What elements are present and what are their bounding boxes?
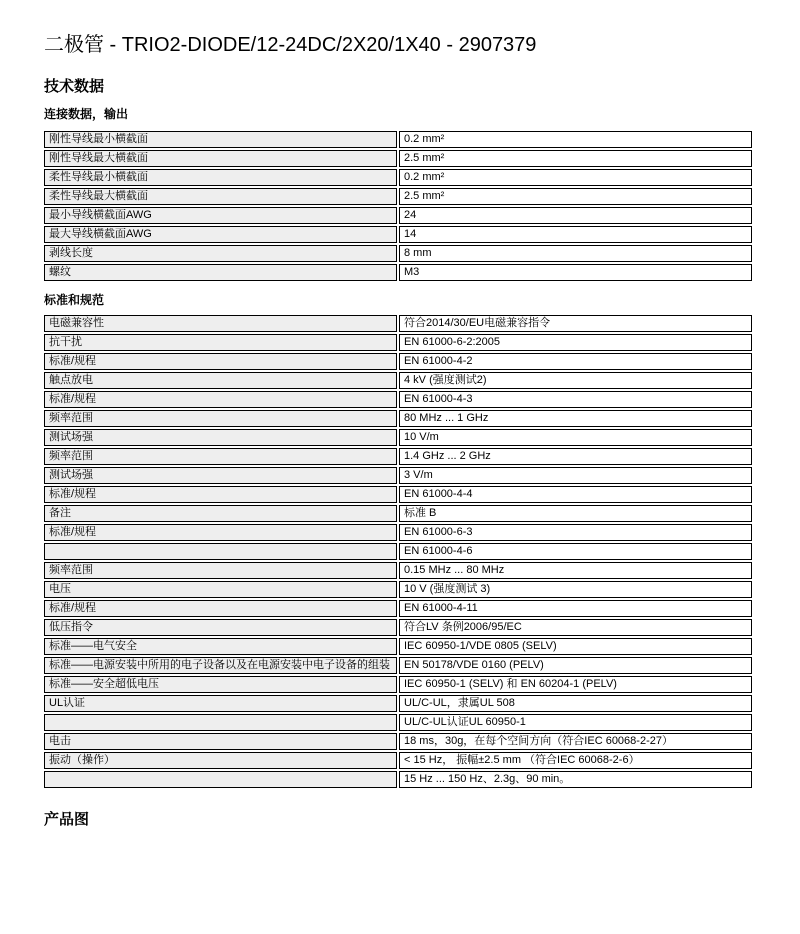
- spec-value-cell: EN 61000-4-11: [399, 600, 752, 617]
- spec-label-cell: 剥线长度: [44, 245, 397, 262]
- table-row: [44, 733, 752, 750]
- spec-label-cell: 标准/规程: [44, 353, 397, 370]
- connection-data-table: [42, 129, 754, 283]
- table-row: [44, 638, 752, 655]
- table-row: [44, 410, 752, 427]
- spec-value-cell: IEC 60950-1 (SELV) 和 EN 60204-1 (PELV): [399, 676, 752, 693]
- spec-value-cell: EN 61000-4-6: [399, 543, 752, 560]
- spec-value-cell: 15 Hz ... 150 Hz、2.3g、90 min。: [399, 771, 752, 788]
- spec-value-cell: 符合2014/30/EU电磁兼容指令: [399, 315, 752, 332]
- table-row: [44, 264, 752, 281]
- table-row: [44, 353, 752, 370]
- spec-label-cell: 刚性导线最小横截面: [44, 131, 397, 148]
- spec-value-cell: 24: [399, 207, 752, 224]
- table-row: [44, 486, 752, 503]
- spec-value-cell: 4 kV (强度测试2): [399, 372, 752, 389]
- table-row: [44, 169, 752, 186]
- spec-label-cell: 抗干扰: [44, 334, 397, 351]
- table-row: [44, 543, 752, 560]
- table-row: [44, 467, 752, 484]
- table-row: [44, 372, 752, 389]
- spec-label-cell: [44, 714, 397, 731]
- table-row: [44, 524, 752, 541]
- spec-label-cell: 螺纹: [44, 264, 397, 281]
- table-row: [44, 752, 752, 769]
- spec-value-cell: 8 mm: [399, 245, 752, 262]
- spec-value-cell: 2.5 mm²: [399, 150, 752, 167]
- table-row: [44, 581, 752, 598]
- table-row: [44, 226, 752, 243]
- section-heading-technical-data: 技术数据: [44, 78, 105, 95]
- spec-label-cell: [44, 771, 397, 788]
- spec-value-cell: EN 61000-4-3: [399, 391, 752, 408]
- table-row: [44, 315, 752, 332]
- table-row: [44, 207, 752, 224]
- spec-label-cell: 柔性导线最小横截面: [44, 169, 397, 186]
- spec-value-cell: 14: [399, 226, 752, 243]
- spec-value-cell: IEC 60950-1/VDE 0805 (SELV): [399, 638, 752, 655]
- spec-label-cell: 标准——安全超低电压: [44, 676, 397, 693]
- spec-value-cell: 标准 B: [399, 505, 752, 522]
- table-heading-connection-data: 连接数据，输出: [44, 107, 129, 121]
- table-row: [44, 429, 752, 446]
- table-row: [44, 150, 752, 167]
- spec-value-cell: 80 MHz ... 1 GHz: [399, 410, 752, 427]
- spec-label-cell: 测试场强: [44, 467, 397, 484]
- table-row: [44, 391, 752, 408]
- spec-value-cell: UL/C-UL，隶属UL 508: [399, 695, 752, 712]
- spec-value-cell: 18 ms，30g，在每个空间方向（符合IEC 60068-2-27）: [399, 733, 752, 750]
- table-row: [44, 448, 752, 465]
- page-title: 二极管 - TRIO2-DIODE/12-24DC/2X20/1X40 - 2907379: [44, 34, 537, 56]
- spec-label-cell: 频率范围: [44, 448, 397, 465]
- connection-data-table-body: [44, 131, 752, 281]
- spec-label-cell: 刚性导线最大横截面: [44, 150, 397, 167]
- section-heading-product-image: 产品图: [44, 811, 90, 828]
- spec-value-cell: EN 61000-6-3: [399, 524, 752, 541]
- spec-label-cell: 电磁兼容性: [44, 315, 397, 332]
- spec-label-cell: 标准/规程: [44, 391, 397, 408]
- spec-value-cell: 10 V (强度测试 3): [399, 581, 752, 598]
- spec-label-cell: 标准/规程: [44, 524, 397, 541]
- spec-value-cell: UL/C-UL认证UL 60950-1: [399, 714, 752, 731]
- spec-label-cell: 低压指令: [44, 619, 397, 636]
- table-row: [44, 505, 752, 522]
- spec-value-cell: EN 61000-4-4: [399, 486, 752, 503]
- table-row: [44, 714, 752, 731]
- table-row: [44, 619, 752, 636]
- table-row: [44, 771, 752, 788]
- standards-table: [42, 313, 754, 790]
- spec-label-cell: 柔性导线最大横截面: [44, 188, 397, 205]
- spec-value-cell: M3: [399, 264, 752, 281]
- table-row: [44, 245, 752, 262]
- spec-label-cell: 最大导线横截面AWG: [44, 226, 397, 243]
- spec-value-cell: 2.5 mm²: [399, 188, 752, 205]
- spec-value-cell: 0.2 mm²: [399, 169, 752, 186]
- table-heading-standards: 标准和规范: [44, 293, 105, 307]
- spec-value-cell: EN 61000-4-2: [399, 353, 752, 370]
- spec-value-cell: 1.4 GHz ... 2 GHz: [399, 448, 752, 465]
- spec-label-cell: 测试场强: [44, 429, 397, 446]
- spec-value-cell: 3 V/m: [399, 467, 752, 484]
- standards-table-body: [44, 315, 752, 788]
- table-row: [44, 131, 752, 148]
- spec-value-cell: < 15 Hz， 振幅±2.5 mm （符合IEC 60068-2-6）: [399, 752, 752, 769]
- spec-value-cell: 0.2 mm²: [399, 131, 752, 148]
- spec-label-cell: 频率范围: [44, 410, 397, 427]
- table-row: [44, 657, 752, 674]
- spec-label-cell: 标准——电气安全: [44, 638, 397, 655]
- spec-label-cell: 备注: [44, 505, 397, 522]
- table-row: [44, 334, 752, 351]
- table-row: [44, 600, 752, 617]
- table-row: [44, 562, 752, 579]
- spec-label-cell: 标准/规程: [44, 600, 397, 617]
- spec-label-cell: 标准——电源安装中所用的电子设备以及在电源安装中电子设备的组装: [44, 657, 397, 674]
- spec-label-cell: 振动（操作）: [44, 752, 397, 769]
- spec-label-cell: 频率范围: [44, 562, 397, 579]
- spec-value-cell: 10 V/m: [399, 429, 752, 446]
- spec-value-cell: 0.15 MHz ... 80 MHz: [399, 562, 752, 579]
- table-row: [44, 676, 752, 693]
- table-row: [44, 188, 752, 205]
- spec-value-cell: EN 61000-6-2:2005: [399, 334, 752, 351]
- spec-label-cell: 标准/规程: [44, 486, 397, 503]
- spec-label-cell: UL认证: [44, 695, 397, 712]
- spec-label-cell: 触点放电: [44, 372, 397, 389]
- spec-value-cell: 符合LV 条例2006/95/EC: [399, 619, 752, 636]
- spec-label-cell: 电压: [44, 581, 397, 598]
- table-row: [44, 695, 752, 712]
- spec-value-cell: EN 50178/VDE 0160 (PELV): [399, 657, 752, 674]
- spec-label-cell: [44, 543, 397, 560]
- spec-label-cell: 最小导线横截面AWG: [44, 207, 397, 224]
- spec-label-cell: 电击: [44, 733, 397, 750]
